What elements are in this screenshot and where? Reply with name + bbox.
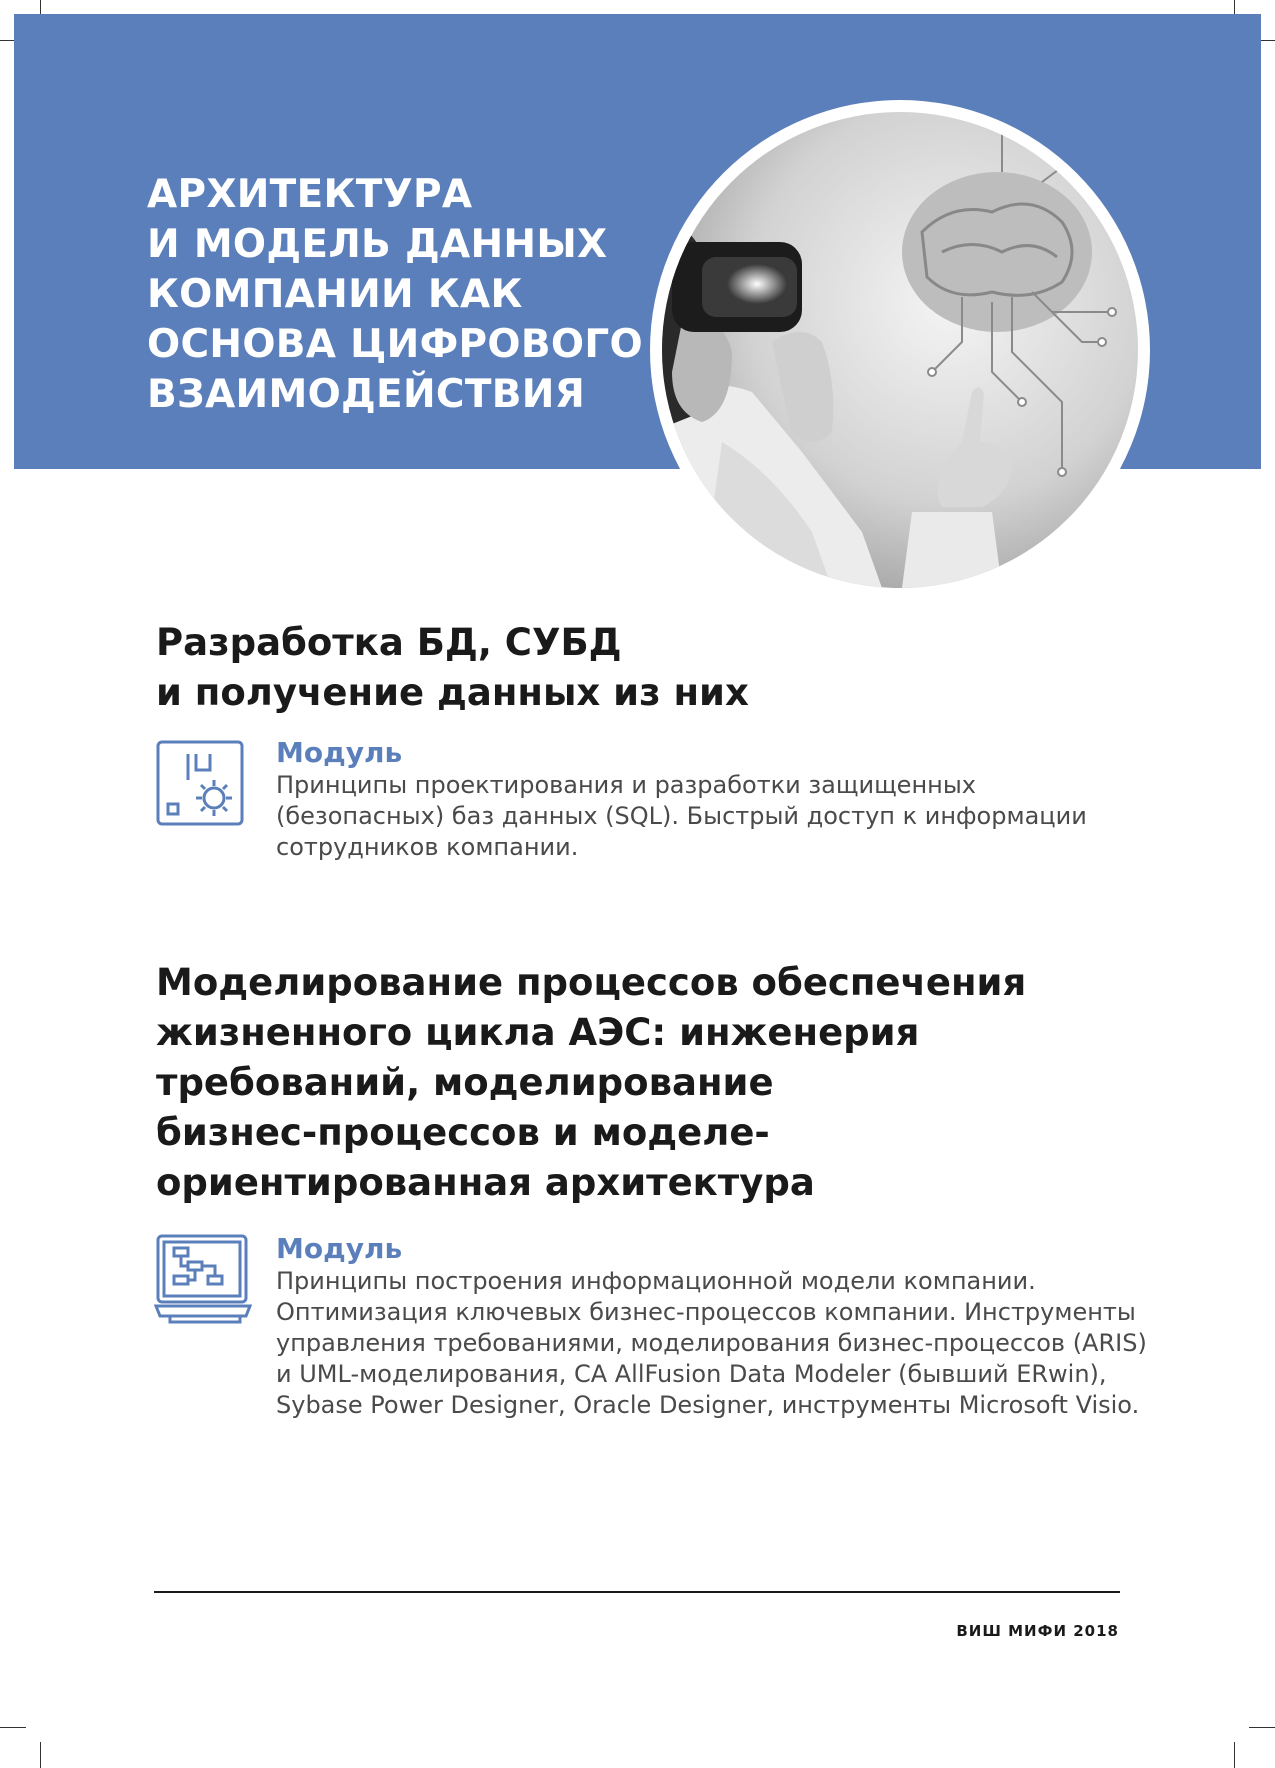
banner-photo: [650, 100, 1150, 600]
banner-title: АРХИТЕКТУРА И МОДЕЛЬ ДАННЫХ КОМПАНИИ КАК ОСНОВА ЦИФРОВОГО ВЗАИМОДЕЙСТВИЯ: [147, 172, 643, 417]
module-description: Принципы проектирования и разработки защищенных (безопасных) баз данных (SQL). Быстрый доступ к информации сотрудников компании.: [276, 771, 1087, 861]
module-description: Принципы построения информационной модели компании. Оптимизация ключевых бизнес-процессов компании. Инструменты управления требованиями, моделирования бизнес-процессов (ARIS) и UML-моделирования, CA AllFusion Data Modeler (бывший ERwin), Sybase Power Designer, Oracle Designer, инструменты Microsoft Visio.: [276, 1267, 1147, 1419]
crop-mark: [0, 1727, 26, 1728]
crop-mark: [1249, 1727, 1275, 1728]
database-gear-icon: [156, 740, 246, 833]
footer-divider: [154, 1591, 1120, 1593]
section-title: Моделирование процессов обеспечения жизненного цикла АЭС: инженерия требований, моделирование бизнес-процессов и моделе- ориентированная архитектура: [156, 961, 1027, 1204]
flowchart-monitor-icon: [154, 1234, 252, 1331]
vr-brain-photo-illustration: [662, 112, 1138, 588]
module-label: Модуль: [276, 736, 403, 769]
module-label: Модуль: [276, 1232, 403, 1265]
section-title: Разработка БД, СУБД и получение данных из них: [156, 621, 749, 714]
footer-text: ВИШ МИФИ 2018: [956, 1622, 1119, 1640]
crop-mark: [40, 1742, 41, 1768]
crop-mark: [1234, 1742, 1235, 1768]
